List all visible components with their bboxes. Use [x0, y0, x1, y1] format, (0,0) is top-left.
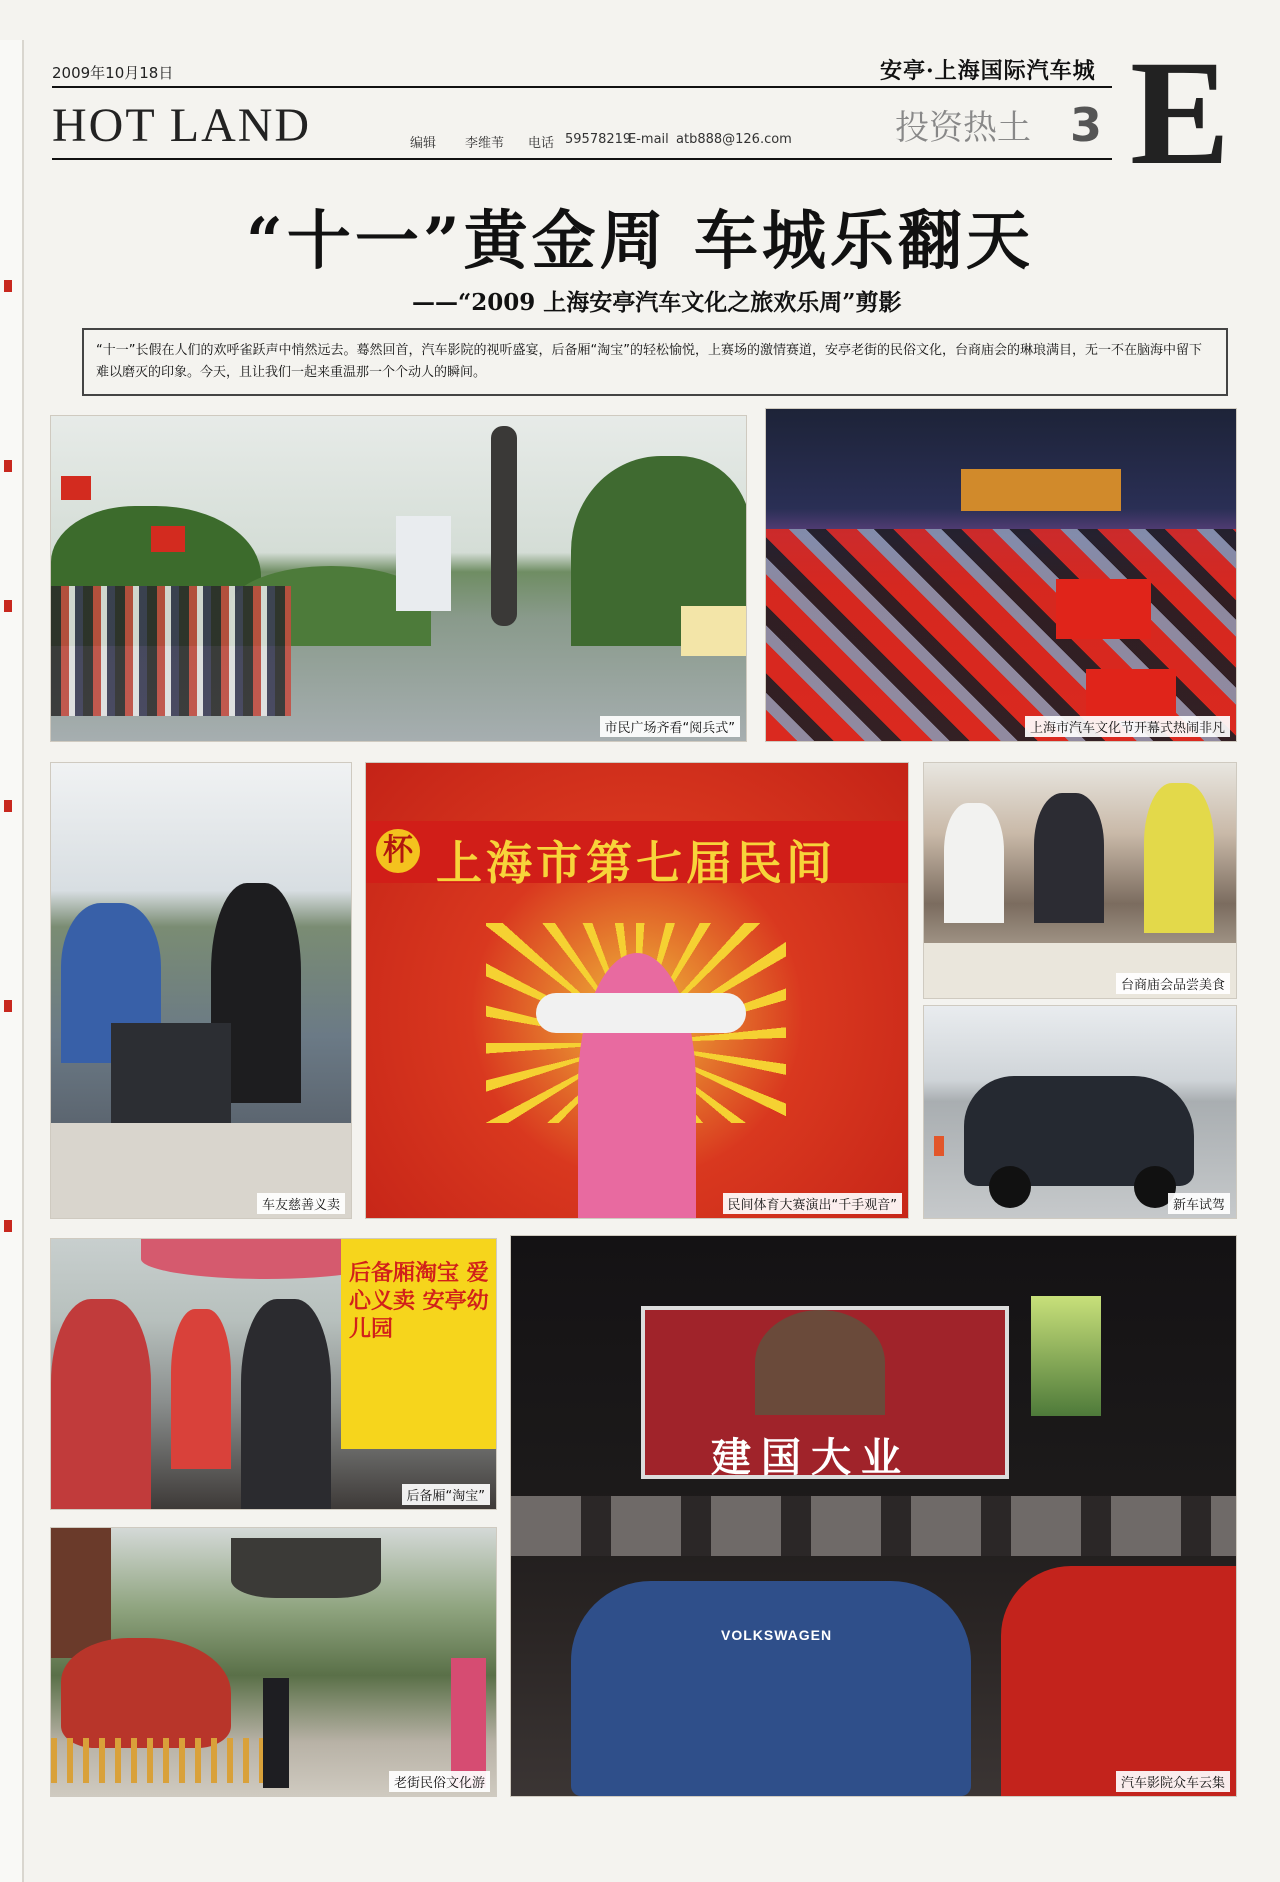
edition-letter: E	[1130, 30, 1231, 196]
car-brand-text: VOLKSWAGEN	[721, 1627, 833, 1643]
channel-name: 安亭·上海国际汽车城	[880, 58, 1096, 84]
phone-number: 59578219	[565, 132, 632, 147]
photo-caption: 新车试驾	[1168, 1193, 1230, 1214]
section-title-cn: 投资热土	[895, 108, 1031, 148]
section-title-en: HOT LAND	[52, 99, 312, 152]
phone-label: 电话	[528, 136, 555, 151]
header-rule	[52, 158, 1112, 160]
photo-temple-fair	[923, 762, 1237, 999]
photo-caption: 老街民俗文化游	[389, 1771, 490, 1792]
photo-opening-ceremony	[765, 408, 1237, 742]
email-label: E-mail	[628, 132, 669, 147]
photo-charity-sale	[50, 762, 352, 1219]
photo-caption: 上海市汽车文化节开幕式热闹非凡	[1025, 716, 1230, 737]
subheadline: ——“2009 上海安亭汽车文化之旅欢乐周”剪影	[412, 289, 902, 316]
photo-caption: 后备厢“淘宝”	[402, 1484, 490, 1505]
photo-old-street	[50, 1527, 497, 1797]
photo-caption: 民间体育大赛演出“千手观音”	[723, 1193, 902, 1214]
photo-caption: 台商庙会品尝美食	[1116, 973, 1230, 994]
page-edge	[0, 40, 24, 1882]
stage-cup-badge: 杯	[376, 829, 420, 873]
photo-caption: 车友慈善义卖	[257, 1193, 345, 1214]
photo-plaza	[50, 415, 747, 742]
photo-dance-performance	[365, 762, 909, 1219]
stage-banner: 上海市第七届民间	[436, 836, 836, 890]
lead-paragraph: “十一”长假在人们的欢呼雀跃声中悄然远去。蓦然回首，汽车影院的视听盛宴，后备厢“淘宝”的轻松愉悦，上赛场的激情赛道，安亭老街的民俗文化，台商庙会的琳琅满目，无一不在脑海中留下难以磨灭的印象。今天，且让我们一起来重温那一个个动人的瞬间。	[82, 328, 1228, 396]
photo-drive-in-cinema	[510, 1235, 1237, 1797]
photo-caption: 汽车影院众车云集	[1116, 1771, 1230, 1792]
issue-date: 2009年10月18日	[52, 64, 174, 82]
editor-name: 李维苇	[465, 136, 505, 151]
email-address: atb888@126.com	[676, 132, 792, 147]
kindergarten-sign: 后备厢淘宝 爱心义卖 安亭幼儿园	[349, 1260, 489, 1342]
photo-caption: 市民广场齐看“阅兵式”	[600, 716, 740, 737]
page-number: 3	[1070, 98, 1103, 152]
top-rule	[52, 86, 1112, 88]
editor-label: 编辑	[410, 136, 437, 151]
photo-test-drive	[923, 1005, 1237, 1219]
headline: “十一”黄金周 车城乐翻天	[246, 204, 1034, 279]
photo-trunk-sale	[50, 1238, 497, 1510]
movie-title: 建国大业	[711, 1434, 911, 1481]
